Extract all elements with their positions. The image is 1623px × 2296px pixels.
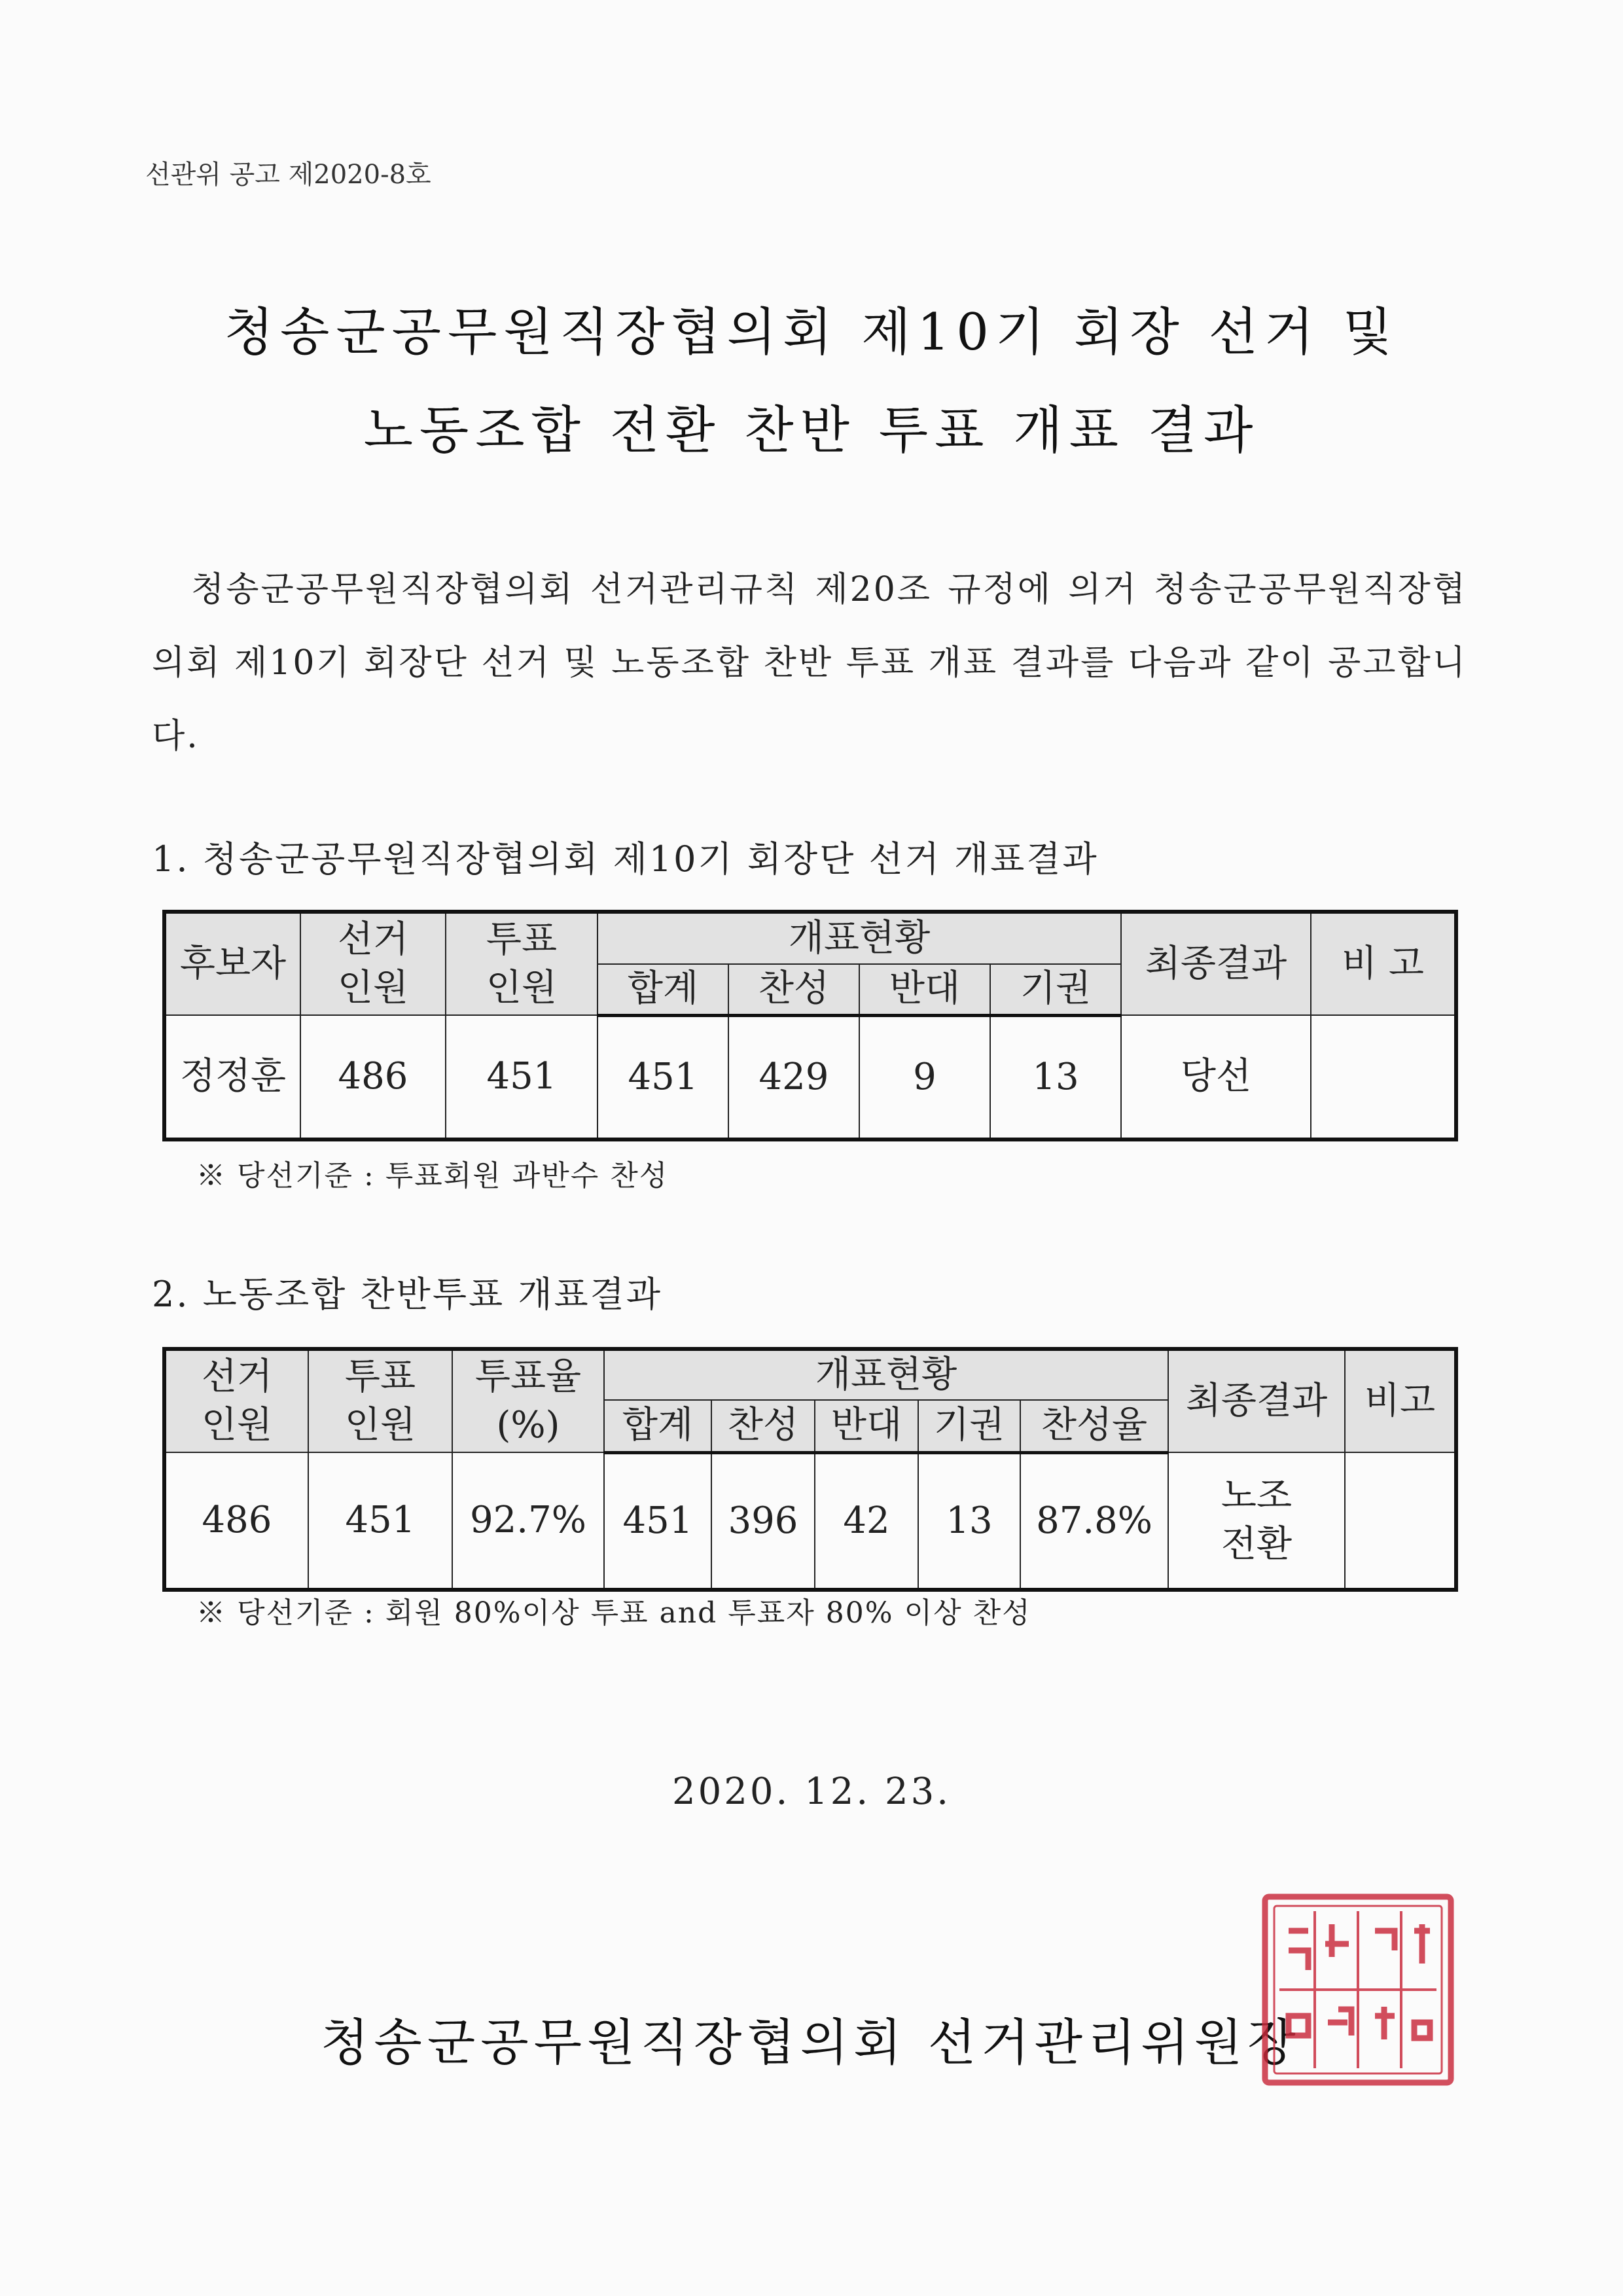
table-row [164,1452,1456,1590]
cell-final-result [1168,1452,1345,1590]
cell-final-result-line1: 노조 [1221,1475,1293,1517]
header-voters [308,1349,452,1452]
header-candidate: 후보자 [164,912,300,1015]
header-turnout [452,1349,604,1452]
header-abstain: 기권 [990,964,1121,1015]
cell-for: 396 [711,1452,815,1590]
cell-voters: 451 [308,1452,452,1590]
cell-final-result-line2: 전환 [1221,1523,1293,1566]
cell-voters: 451 [446,1015,597,1139]
cell-against: 42 [815,1452,918,1590]
cell-against: 9 [859,1015,990,1139]
cell-electors: 486 [164,1452,308,1590]
header-total: 합계 [604,1400,711,1452]
cell-abstain: 13 [990,1015,1121,1139]
document-number: 선관위 공고 제2020-8호 [145,160,431,190]
header-against: 반대 [815,1400,918,1452]
header-electors [300,912,446,1015]
cell-abstain: 13 [918,1452,1020,1590]
header-voters-line1: 투표 [486,918,558,961]
issuer-signature: 청송군공무원직장협의회 선거관리위원장 [321,2013,1301,2072]
cell-remarks [1311,1015,1456,1139]
union-vote-result-table [162,1347,1458,1592]
header-electors [164,1349,308,1452]
section-1-heading: 1. 청송군공무원직장협의회 제10기 회장단 선거 개표결과 [152,838,1099,880]
header-abstain: 기권 [918,1400,1020,1452]
header-voters-line2: 인원 [344,1404,416,1446]
cell-for: 429 [728,1015,859,1139]
header-against: 반대 [859,964,990,1015]
announcement-body: 청송군공무원직장협의회 선거관리규칙 제20조 규정에 의거 청송군공무원직장협의회 제10기 회장단 선거 및 노동조합 찬반 투표 개표 결과를 다음과 같이 공고합니다. [152,570,1467,756]
header-electors-line1: 선거 [201,1355,273,1398]
header-remarks: 비 고 [1311,912,1456,1015]
header-for: 찬성 [728,964,859,1015]
announcement-date: 2020. 12. 23. [671,1770,952,1813]
cell-turnout: 92.7% [452,1452,604,1590]
header-voters-line1: 투표 [344,1355,416,1398]
header-voters-line2: 인원 [486,967,558,1009]
header-final-result: 최종결과 [1121,912,1311,1015]
header-voters [446,912,597,1015]
cell-candidate: 정정훈 [164,1015,300,1139]
section-2-heading: 2. 노동조합 찬반투표 개표결과 [152,1274,662,1315]
header-total: 합계 [597,964,728,1015]
header-electors-line2: 인원 [337,967,409,1009]
header-final-result: 최종결과 [1168,1349,1345,1452]
cell-total: 451 [597,1015,728,1139]
header-electors-line2: 인원 [201,1404,273,1446]
table-row [164,1015,1456,1139]
election-result-table [162,910,1458,1141]
header-for: 찬성 [711,1400,815,1452]
section-1-note: ※ 당선기준 : 투표회원 과반수 찬성 [196,1159,669,1193]
cell-final-result: 당선 [1121,1015,1311,1139]
header-count-status: 개표현황 [604,1349,1168,1400]
header-turnout-line1: 투표율 [474,1355,582,1398]
header-electors-line1: 선거 [337,918,409,961]
title-line-1: 청송군공무원직장협의회 제10기 회장 선거 및 [224,303,1399,362]
official-seal [1260,1892,1456,2088]
title-line-2: 노동조합 전환 찬반 투표 개표 결과 [363,401,1260,460]
header-count-status: 개표현황 [597,912,1121,964]
header-turnout-line2: (%) [496,1404,560,1446]
header-remarks: 비고 [1345,1349,1456,1452]
section-2-note: ※ 당선기준 : 회원 80%이상 투표 and 투표자 80% 이상 찬성 [196,1596,1031,1630]
header-approval-rate: 찬성율 [1020,1400,1168,1452]
cell-approval-rate: 87.8% [1020,1452,1168,1590]
cell-electors: 486 [300,1015,446,1139]
cell-remarks [1345,1452,1456,1590]
cell-total: 451 [604,1452,711,1590]
